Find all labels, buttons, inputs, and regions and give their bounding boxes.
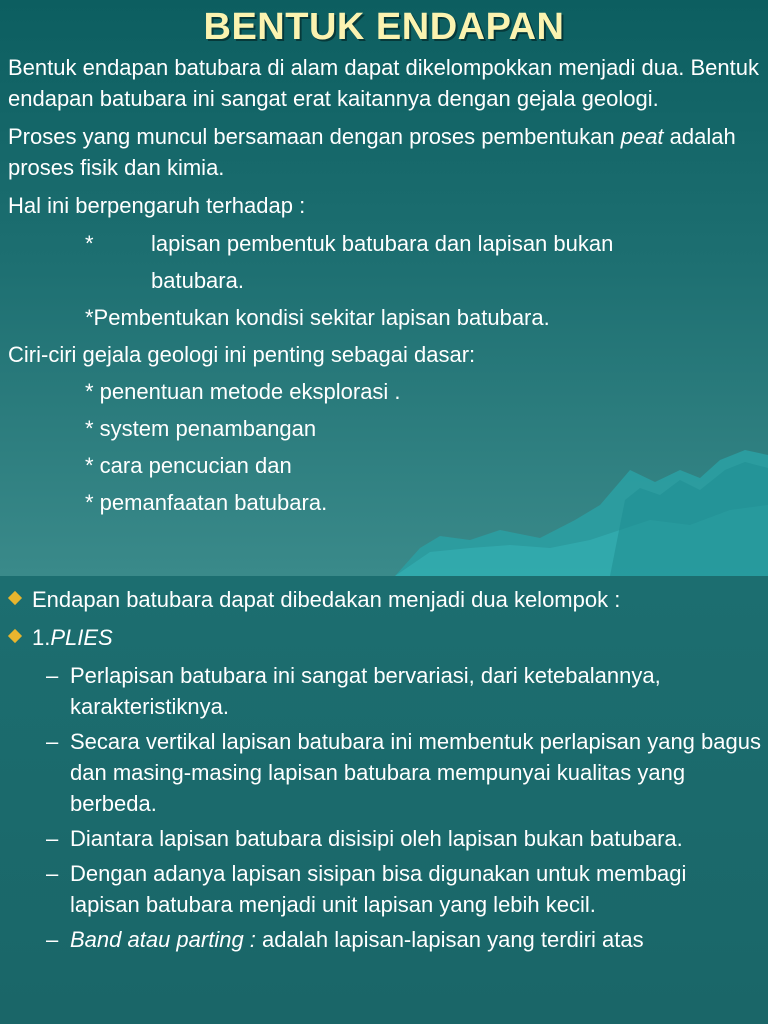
- paragraph-process: Proses yang muncul bersamaan dengan proses pembentukan peat adalah proses fisik dan kimia.: [8, 124, 736, 180]
- slide-2-body: [6, 584, 761, 959]
- bullet-item-plies: 1.PLIES: [6, 622, 761, 653]
- dash-item-band: – Band atau parting : adalah lapisan-lapisan yang terdiri atas: [46, 927, 644, 952]
- influence-item-2: *Pembentukan kondisi sekitar lapisan batubara.: [85, 305, 550, 330]
- slide-2: [0, 576, 768, 1024]
- basis-item: * system penambangan: [85, 416, 317, 441]
- dash-item: – Perlapisan batubara ini sangat bervariasi, dari ketebalannya, karakteristiknya.: [46, 663, 661, 719]
- peat-term: peat: [620, 124, 664, 149]
- diamond-bullet-icon: [8, 629, 22, 643]
- band-term: Band atau parting :: [70, 927, 256, 952]
- dash-item: – Secara vertikal lapisan batubara ini membentuk perlapisan yang bagus dan masing-masing lapisan batubara mempunyai kualitas yang berbeda.: [46, 729, 761, 816]
- dash-item: – Diantara lapisan batubara disisipi oleh lapisan bukan batubara.: [46, 826, 683, 851]
- basis-item: * pemanfaatan batubara.: [85, 490, 328, 515]
- paragraph-geology-basis: Ciri-ciri gejala geologi ini penting sebagai dasar:: [8, 342, 476, 367]
- paragraph-influence: Hal ini berpengaruh terhadap :: [8, 193, 306, 218]
- slide-title: BENTUK ENDAPAN: [203, 6, 565, 48]
- influence-item-1-cont: batubara.: [151, 268, 244, 293]
- slide-1-body: [8, 52, 763, 524]
- paragraph-intro: Bentuk endapan batubara di alam dapat dikelompokkan menjadi dua. Bentuk endapan batubara ini sangat erat kaitannya dengan gejala geologi.: [8, 55, 759, 111]
- diamond-bullet-icon: [8, 591, 22, 605]
- influence-item-1: * lapisan pembentuk batubara dan lapisan bukan: [85, 231, 614, 256]
- basis-item: * cara pencucian dan: [85, 453, 292, 478]
- basis-item: * penentuan metode eksplorasi .: [85, 379, 401, 404]
- bullet-item: Endapan batubara dapat dibedakan menjadi dua kelompok :: [6, 584, 761, 615]
- dash-item: – Dengan adanya lapisan sisipan bisa digunakan untuk membagi lapisan batubara menjadi unit lapisan yang lebih kecil.: [46, 861, 687, 917]
- plies-term: PLIES: [50, 625, 113, 650]
